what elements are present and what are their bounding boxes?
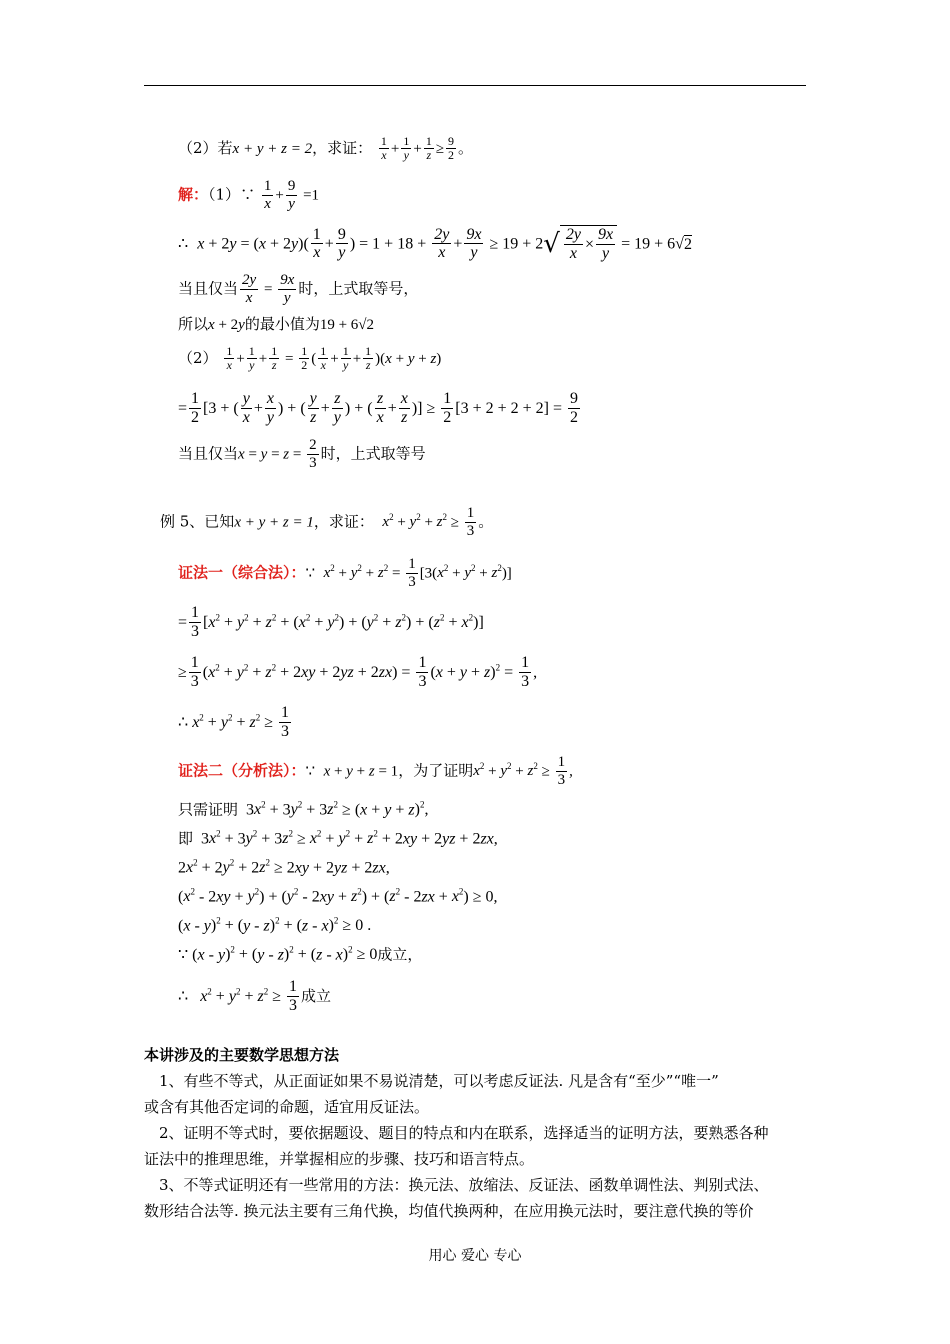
method-2-line-2: 只需证明 $3x^2 + 3y^2 + 3z^2 \ge (x + y + z)^2$, <box>178 800 429 819</box>
equality-text-1: 当且仅当 <box>178 279 239 298</box>
because-symbol: ∵ <box>240 185 256 204</box>
ji-text: 即 <box>178 829 194 848</box>
method-1-line-1: 证法一（综合法）：∵ $x^2 + y^2 + z^2$ = $\frac{1}{3}$ $[3(x^2 + y^2 + z^2)]$ <box>178 556 512 590</box>
min-text-2: 的最小值为 <box>244 315 320 333</box>
method-2-line-5: $(x^2 - 2xy + y^2) + (y^2 - 2xy + z^2) + (z^2 - 2zx + x^2) \ge 0$, <box>178 887 498 906</box>
method-2-line-1: 证法二（分析法）：∵ x + y + z = 1，为了证明$x^2 + y^2 + z^2$ ≥ $\frac{1}{3}$ , <box>178 754 573 788</box>
method-2-conclusion: ∴ $x^2 + y^2 + z^2$ ≥ $\frac{1}{3}$ 成立 <box>178 978 331 1014</box>
method-2-line-6: (x - y)$^2$ + (y - z)$^2$ + (z - x)$^2$ ≥ 0 . <box>178 916 372 935</box>
therefore-symbol: ∴ <box>178 233 189 253</box>
page-footer: 用心 爱心 专心 <box>428 1248 522 1264</box>
frac-1-z: $\frac{1}{z}$ <box>425 134 432 163</box>
because-symbol: ∵ <box>305 563 316 582</box>
part-1-label: （1） <box>208 185 241 204</box>
prove-text: ，求证： <box>312 139 373 157</box>
summary-paragraph-1: 1、有些不等式，从正面证如果不易说清楚，可以考虑反证法. 凡是含有“至少”“唯一” <box>159 1072 719 1090</box>
holds-final-text: 成立 <box>300 987 331 1005</box>
problem-2-label: （2）若 <box>178 139 233 157</box>
min-value: 19 + 6√2 <box>319 317 375 333</box>
example-5-end: 。 <box>478 512 494 531</box>
frac-9-y: $\frac{9}{y}$ <box>337 225 346 262</box>
because-symbol: ∵ <box>305 761 316 780</box>
example-5-condition: x + y + z = 1 <box>234 514 314 531</box>
summary-paragraph-2-cont: 证法中的推理思维，并掌握相应的步骤、技巧和语言特点。 <box>144 1150 535 1168</box>
need-text: 只需证明 <box>178 800 239 819</box>
end-mark: 。 <box>458 139 474 157</box>
method-2-line-7: ∵ (x - y)$^2$ + (y - z)$^2$ + (z - x)$^2$ ≥ 0成立， <box>178 945 423 964</box>
summary-section <box>144 1042 809 1224</box>
solution-2-equality: 当且仅当x = y = z = $\frac{2}{3}$ 时，上式取等号 <box>178 437 426 471</box>
solution-1-minimum: 所以x + 2y的最小值为19 + 6√2 <box>178 315 375 333</box>
solution-2-line-1: （2） $\frac{1}{x}$ + $\frac{1}{y}$ + $\frac{1}{z}$ = $\frac{1}{2}$ ( $\frac{1}{x}$ + $\frac{1}{y}$ + $\frac{1}{z}$ )(x + y + z) <box>178 344 442 373</box>
frac-1-x: $\frac{1}{x}$ <box>312 225 321 262</box>
min-text-1: 所以 <box>178 315 209 333</box>
frac-9x-y: $\frac{9x}{y}$ <box>280 272 295 306</box>
summary-paragraph-1-cont: 或含有其他否定词的命题，适宜用反证法。 <box>144 1098 430 1116</box>
solution-1-given: 解：（1）∵ $\frac{1}{x}$ + $\frac{9}{y}$ =1 <box>178 178 320 212</box>
method-2-label: 证法二（分析法）： <box>178 761 306 780</box>
method-1-label: 证法一（综合法）： <box>178 563 306 582</box>
summary-heading: 本讲涉及的主要数学思想方法 <box>144 1046 340 1064</box>
holds-text: 成立， <box>377 945 423 964</box>
summary-paragraph-2: 2、证明不等式时，要依据题设、题目的特点和内在联系，选择适当的证明方法，要熟悉各种 <box>159 1124 769 1142</box>
part-2-label: （2） <box>178 349 218 367</box>
frac-1-y: $\frac{1}{y}$ <box>403 134 410 163</box>
equality-2-text-2: 时，上式取等号 <box>320 444 426 463</box>
frac-2y-x: $\frac{2y}{x}$ <box>434 225 450 262</box>
problem-2-statement: （2）若x + y + z = 2，求证： $\frac{1}{x}$ + $\frac{1}{y}$ + $\frac{1}{z}$ ≥ $\frac{9}{2}$ 。 <box>178 134 474 163</box>
solution-2-line-2: = $\frac{1}{2}$ [3 + ( $\frac{y}{x}$ + $\frac{x}{y}$ ) + ( $\frac{y}{z}$ + $\frac{z}{y}$ ) + ( $\frac{z}{x}$ + $\frac{x}{z}$ )] ≥ $\frac{1}{2}$ [3 + 2 + 2 + 2] = $\frac{9}{2}$ <box>178 390 579 426</box>
frac-9x-y: $\frac{9x}{y}$ <box>466 225 482 262</box>
sqrt-expression: √ $\frac{2y}{x}$ × $\frac{9x}{y}$ <box>543 225 617 263</box>
solution-1-expansion: ∴ x + 2y = (x + 2y)( $\frac{1}{x}$ + $\frac{9}{y}$ ) = 1 + 18 + $\frac{2y}{x}$ + $\frac{9x}{y}$ ≥ 19 + 2√ $\frac{2y}{x}$ × $\frac{9x}{y}$ = 19 + 6√2 <box>178 225 692 262</box>
to-prove-text: ，为了证明 <box>398 761 474 780</box>
method-2-line-3: 即 $3x^2 + 3y^2 + 3z^2 \ge x^2 + y^2 + z^2 + 2xy + 2yz + 2zx$, <box>178 829 498 848</box>
example-5-prove: ，求证： <box>313 512 374 531</box>
solution-label: 解： <box>178 185 209 204</box>
problem-2-condition: x + y + z = 2 <box>232 141 313 157</box>
summary-paragraph-3: 3、不等式证明还有一些常用的方法：换元法、放缩法、反证法、函数单调性法、判别式法、 <box>159 1176 769 1194</box>
example-5-label: 例 5、已知 <box>160 512 235 531</box>
frac-2y-x: $\frac{2y}{x}$ <box>242 272 257 306</box>
frac-1-x: $\frac{1}{x}$ <box>380 134 387 163</box>
example-5-statement: 例 5、已知x + y + z = 1，求证： $x^2 + y^2 + z^2$ ≥ $\frac{1}{3}$ 。 <box>160 505 494 539</box>
frac-9-y: $\frac{9}{y}$ <box>287 178 296 212</box>
method-1-line-4: ∴ $x^2 + y^2 + z^2$ ≥ $\frac{1}{3}$ <box>178 704 289 740</box>
method-1-line-2: = $\frac{1}{3}$ $[x^2 + y^2 + z^2 + (x^2 + y^2) + (y^2 + z^2) + (z^2 + x^2)]$ <box>178 604 484 640</box>
frac-1-x: $\frac{1}{x}$ <box>263 178 272 212</box>
method-1-line-3: ≥ $\frac{1}{3}$ $(x^2 + y^2 + z^2 + 2xy + 2yz + 2zx)$ = $\frac{1}{3}$ $(x + y + z)^2$ = $\frac{1}{3}$ , <box>178 654 538 690</box>
frac-9-2: $\frac{9}{2}$ <box>448 134 455 163</box>
equality-2-text-1: 当且仅当 <box>178 444 239 463</box>
method-2-line-4: $2x^2 + 2y^2 + 2z^2 \ge 2xy + 2yz + 2zx$, <box>178 858 390 877</box>
solution-1-equality: 当且仅当 $\frac{2y}{x}$ = $\frac{9x}{y}$ 时，上式取等号， <box>178 272 419 306</box>
summary-paragraph-3-cont: 数形结合法等. 换元法主要有三角代换，均值代换两种，在应用换元法时，要注意代换的等价 <box>144 1202 754 1220</box>
equality-text-2: 时，上式取等号， <box>298 279 419 298</box>
header-rule <box>144 85 806 86</box>
